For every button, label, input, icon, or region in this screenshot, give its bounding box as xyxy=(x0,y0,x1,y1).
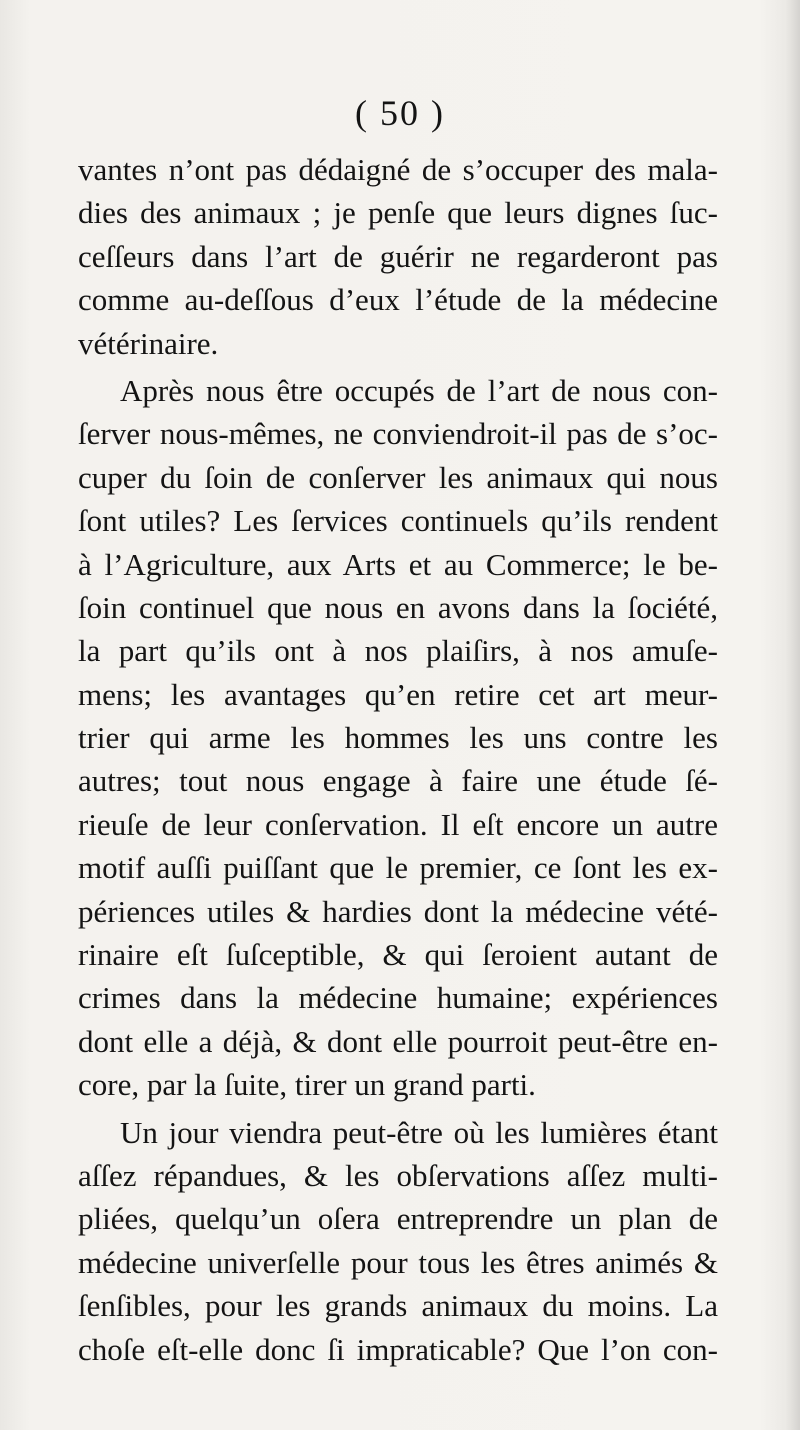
text-line: cuper du ſoin de conſerver les animaux qui nous xyxy=(78,459,718,495)
text-line: pliées, quelqu’un oſera entreprendre un plan de xyxy=(78,1201,718,1237)
text-line: rieuſe de leur conſervation. Il eſt encore un autre xyxy=(78,806,718,842)
text-line: crimes dans la médecine humaine; expériences xyxy=(78,980,718,1016)
text-line: core, par la ſuite, tirer un grand parti. xyxy=(78,1067,536,1103)
text-line: rinaire eſt ſuſceptible, & qui ſeroient autant de xyxy=(78,937,718,973)
text-line: ſoin continuel que nous en avons dans la ſociété, xyxy=(78,589,718,625)
text-line: à l’Agriculture, aux Arts et au Commerce; le be- xyxy=(78,546,718,582)
text-line: ſont utiles? Les ſervices continuels qu’ils rendent xyxy=(78,503,718,539)
text-line: périences utiles & hardies dont la médecine vété- xyxy=(78,893,718,929)
text-line: la part qu’ils ont à nos plaiſirs, à nos amuſe- xyxy=(78,633,718,669)
text-line: ſenſibles, pour les grands animaux du moins. La xyxy=(78,1288,718,1324)
paragraph-1 xyxy=(78,148,718,365)
text-line: trier qui arme les hommes les uns contre les xyxy=(78,720,718,756)
body-text xyxy=(78,148,718,1371)
paragraph-2 xyxy=(78,369,718,1107)
text-line: choſe eſt-elle donc ſi impraticable? Que l’on con- xyxy=(78,1331,718,1367)
text-line: dies des animaux ; je penſe que leurs dignes ſuc- xyxy=(78,195,718,231)
text-line: motif auſſi puiſſant que le premier, ce ſont les ex- xyxy=(78,850,718,886)
text-line: Un jour viendra peut-être où les lumières étant xyxy=(120,1114,718,1150)
paragraph-3 xyxy=(78,1111,718,1371)
text-line: Après nous être occupés de l’art de nous con- xyxy=(120,372,718,408)
text-line: dont elle a déjà, & dont elle pourroit peut-être en- xyxy=(78,1023,718,1059)
text-line: ceſſeurs dans l’art de guérir ne regarderont pas xyxy=(78,238,718,274)
text-line: vantes n’ont pas dédaigné de s’occuper des mala- xyxy=(78,152,718,187)
text-line: mens; les avantages qu’en retire cet art meur- xyxy=(78,676,718,712)
page-edge-shadow xyxy=(786,0,800,1430)
text-line: médecine univerſelle pour tous les êtres animés & xyxy=(78,1244,718,1280)
text-line: vétérinaire. xyxy=(78,325,219,361)
text-line: ſerver nous-mêmes, ne conviendroit-il pas de s’oc- xyxy=(78,416,718,452)
text-line: autres; tout nous engage à faire une étude ſé- xyxy=(78,763,718,799)
text-line: comme au-deſſous d’eux l’étude de la médecine xyxy=(78,282,718,318)
text-line: aſſez répandues, & les obſervations aſſez multi- xyxy=(78,1157,718,1193)
page-number: ( 50 ) xyxy=(355,93,445,133)
